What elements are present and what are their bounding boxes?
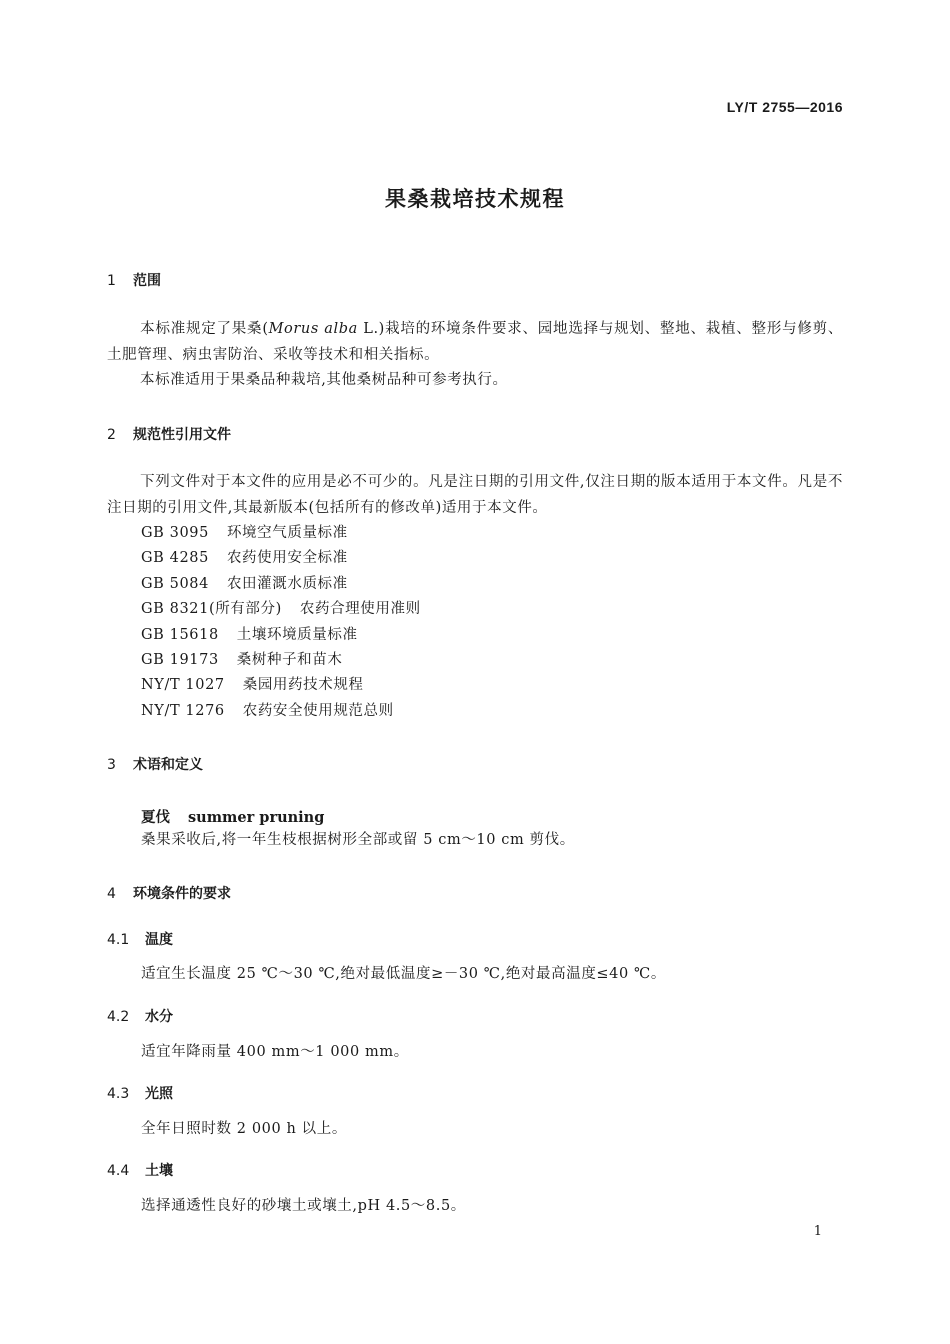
section-heading-terms [107,754,203,774]
references-intro-paragraph: 下列文件对于本文件的应用是必不可少的。凡是注日期的引用文件,仅注日期的版本适用于本文件。凡是不注日期的引用文件,其最新版本(包括所有的修改单)适用于本文件。 [107,474,843,516]
reference-name: 农田灌溉水质标准 [226,576,348,592]
term-english: summer pruning [188,809,325,826]
reference-item [141,597,421,623]
reference-name: 农药安全使用规范总则 [242,703,394,719]
subsection-title: 温度 [145,932,173,948]
section-title: 术语和定义 [133,757,203,773]
reference-code: GB 5084 [141,576,209,592]
scope-paragraph-2: 本标准适用于果桑品种栽培,其他桑树品种可参考执行。 [140,372,508,388]
subsection-title: 土壤 [145,1163,173,1179]
subsection-title: 光照 [145,1086,173,1102]
water-text: 适宜年降雨量 400 mm～1 000 mm。 [141,1044,409,1060]
subsection-heading-temperature [107,929,173,949]
term-entry [141,806,324,827]
section-title: 环境条件的要求 [133,886,231,902]
section-title: 规范性引用文件 [133,427,231,443]
reference-code: NY/T 1027 [141,677,225,693]
term-definition: 桑果采收后,将一年生枝根据树形全部或留 5 cm～10 cm 剪伐。 [141,832,575,848]
section-number: 4 [107,886,116,902]
subsection-number: 4.2 [107,1009,130,1025]
reference-code: GB 8321(所有部分) [141,601,282,617]
document-title: 果桑栽培技术规程 [385,187,565,211]
reference-item [141,648,342,674]
subsection-heading-soil [107,1160,173,1180]
subsection-heading-water [107,1006,173,1026]
reference-name: 农药合理使用准则 [299,601,421,617]
subsection-number: 4.1 [107,932,130,948]
section-number: 2 [107,427,116,443]
subsection-number: 4.3 [107,1086,130,1102]
term-chinese: 夏伐 [141,810,170,826]
reference-name: 农药使用安全标准 [226,550,348,566]
reference-item [141,572,348,598]
reference-code: GB 15618 [141,627,219,643]
subsection-title: 水分 [145,1009,173,1025]
sunlight-text: 全年日照时数 2 000 h 以上。 [141,1121,347,1137]
reference-item [141,546,348,572]
reference-item [141,673,364,699]
reference-item [141,623,358,649]
soil-text: 选择通透性良好的砂壤土或壤土,pH 4.5～8.5。 [141,1198,466,1214]
section-number: 1 [107,273,116,289]
subsection-number: 4.4 [107,1163,130,1179]
section-heading-normative-references [107,424,231,444]
section-title: 范围 [133,273,161,289]
latin-name: Morus alba [268,321,358,337]
reference-name: 环境空气质量标准 [226,525,348,541]
reference-name: 桑园用药技术规程 [242,677,364,693]
reference-code: GB 3095 [141,525,209,541]
scope-paragraph-1: 本标准规定了果桑(Morus alba L.)栽培的环境条件要求、园地选择与规划、整地、栽植、整形与修剪、土肥管理、病虫害防治、采收等技术和相关指标。 [107,321,843,363]
section-number: 3 [107,757,116,773]
page-number: 1 [813,1224,822,1239]
subsection-heading-sunlight [107,1083,173,1103]
reference-name: 土壤环境质量标准 [236,627,358,643]
temperature-text: 适宜生长温度 25 ℃～30 ℃,绝对最低温度≥－30 ℃,绝对最高温度≤40 ℃。 [141,966,666,982]
reference-code: NY/T 1276 [141,703,225,719]
standard-code: LY/T 2755—2016 [726,99,843,115]
reference-code: GB 19173 [141,652,219,668]
reference-name: 桑树种子和苗木 [236,652,343,668]
section-heading-scope [107,270,161,290]
reference-item [141,699,394,725]
reference-item [141,521,348,547]
section-heading-environment [107,883,231,903]
reference-code: GB 4285 [141,550,209,566]
